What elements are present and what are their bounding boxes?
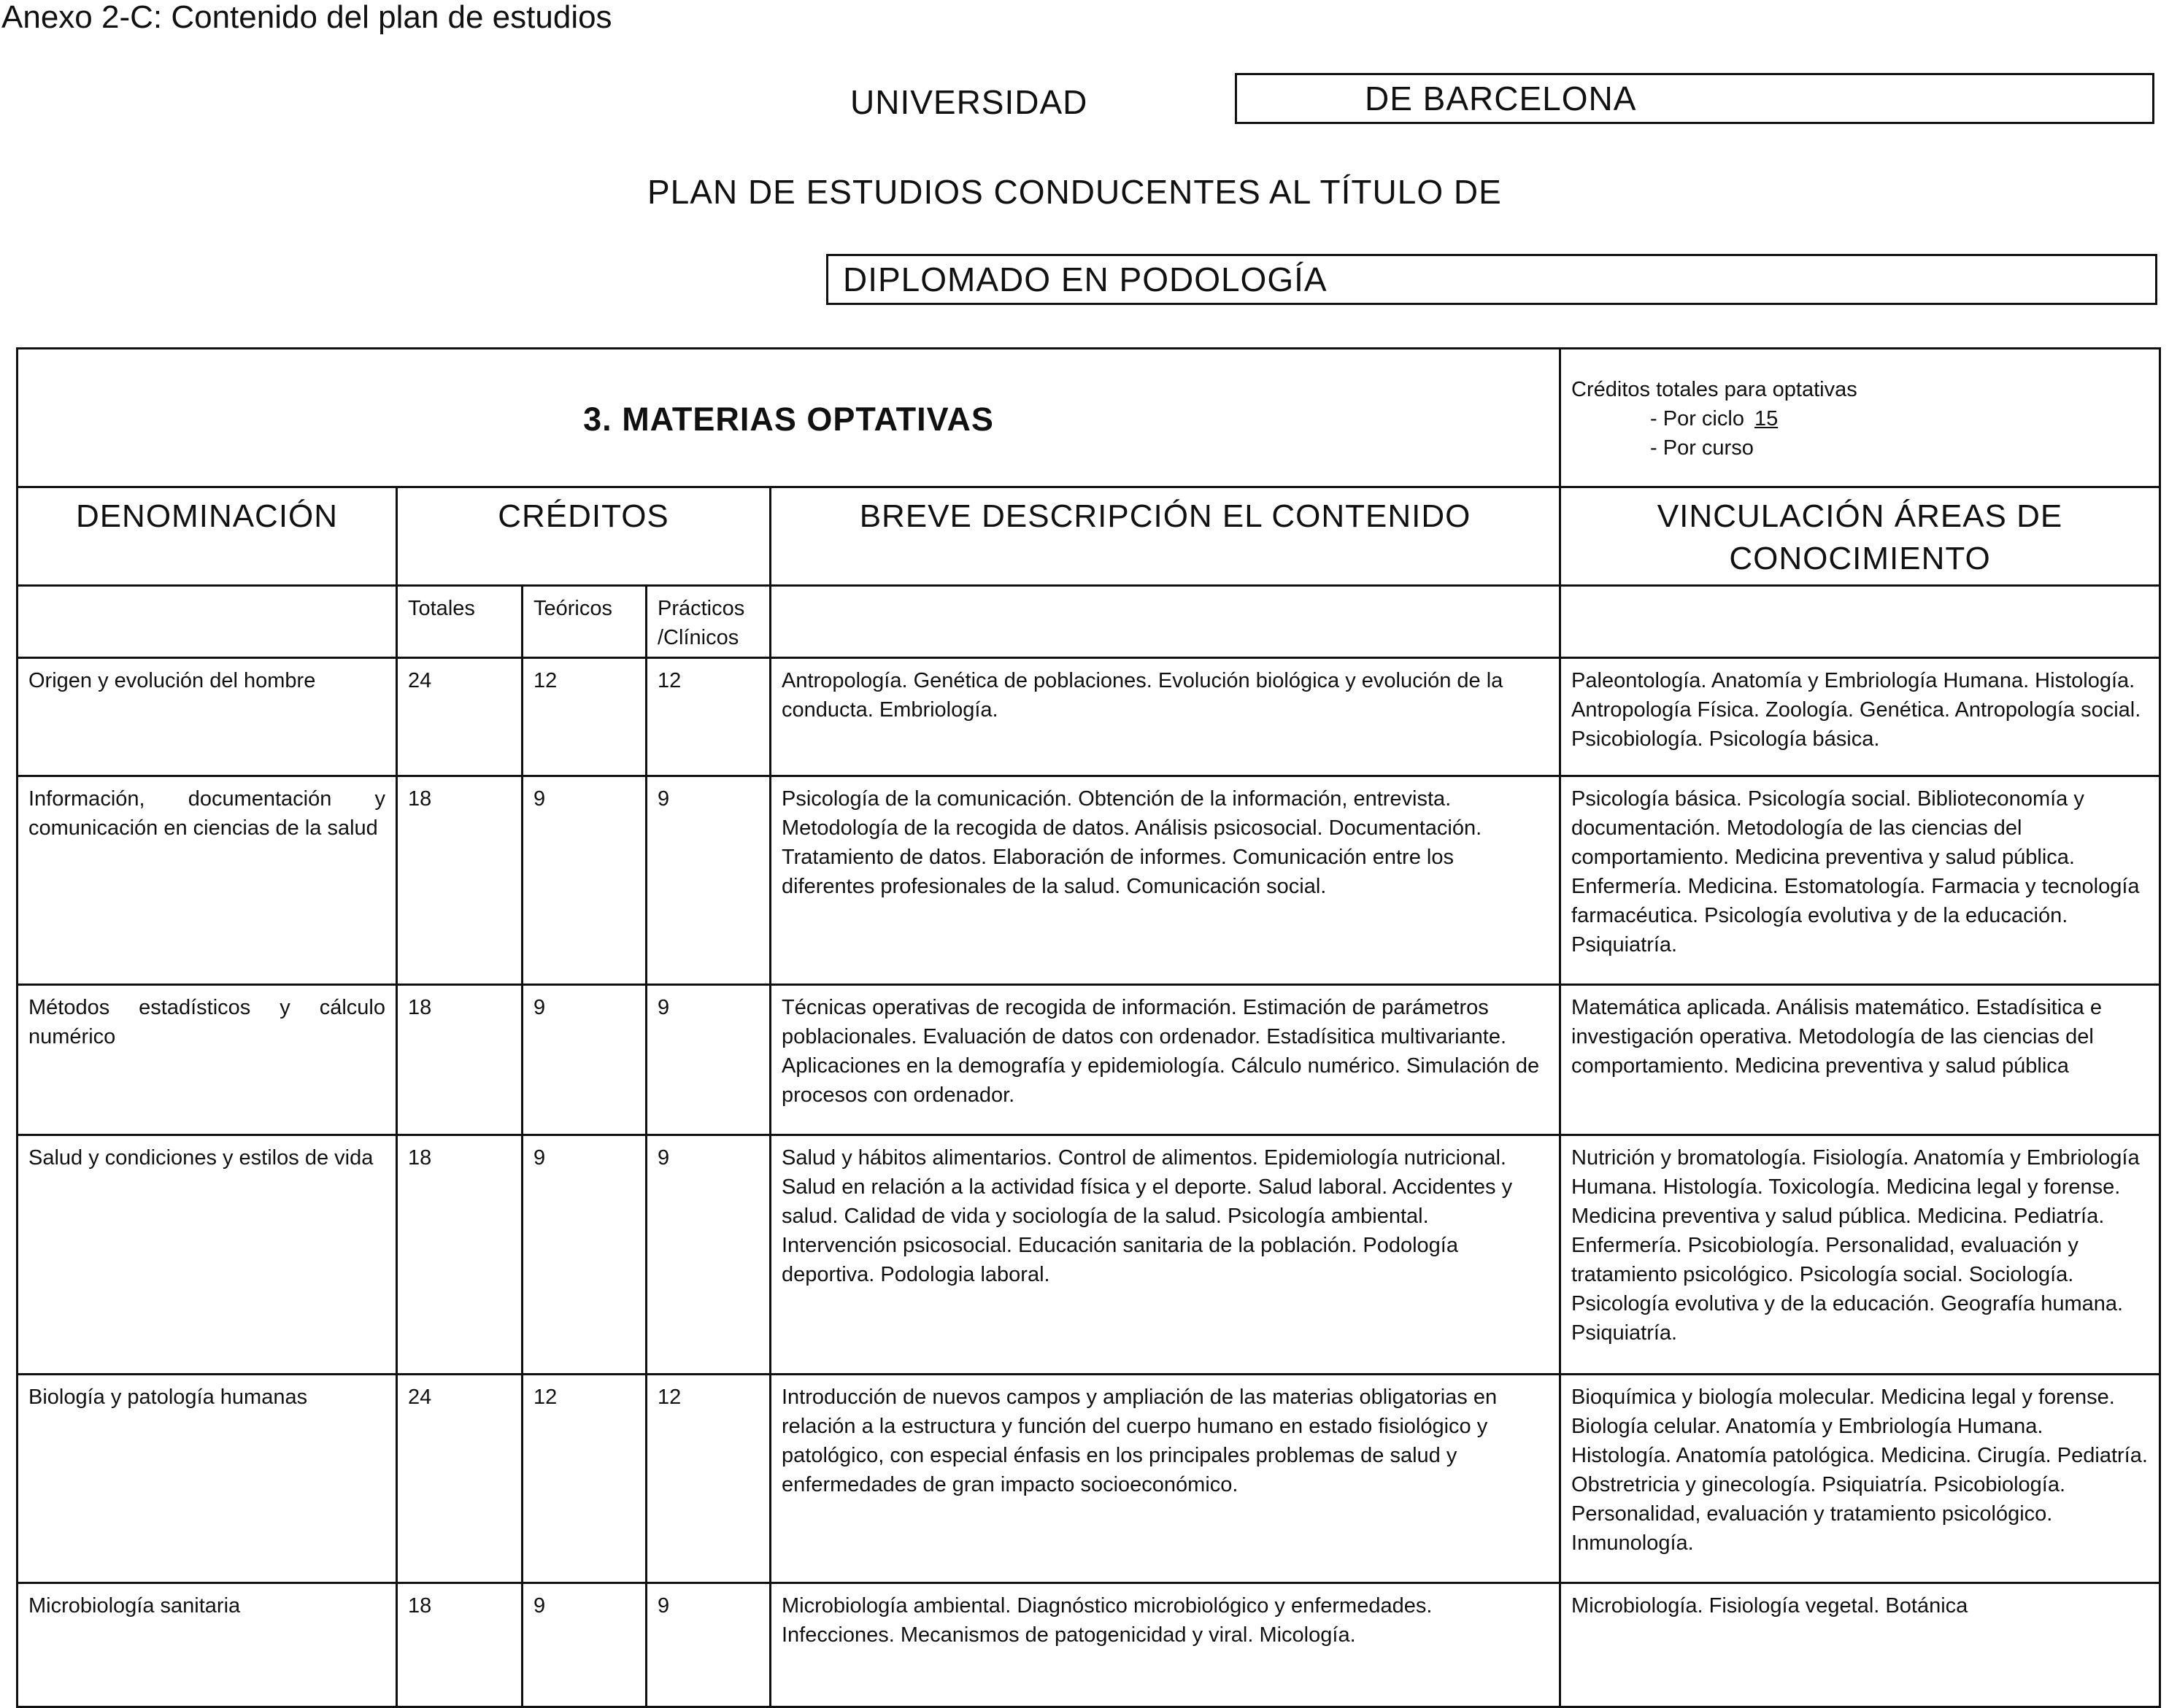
sub-header-row (18, 586, 2160, 658)
credits-totals: 24 (397, 658, 523, 776)
credits-practical: 9 (647, 985, 771, 1135)
optional-subjects-table (16, 347, 2161, 1708)
col-head-name: DENOMINACIÓN (18, 487, 397, 586)
sub-head-empty-name (18, 586, 397, 658)
table-row (18, 1375, 2160, 1583)
subject-name: Origen y evolución del hombre (18, 658, 397, 776)
sub-head-empty-description (771, 586, 1560, 658)
subject-name: Microbiología sanitaria (18, 1583, 397, 1707)
per-course-label: - Por curso (1650, 436, 1754, 460)
credits-theoretical: 12 (523, 658, 647, 776)
plan-title: PLAN DE ESTUDIOS CONDUCENTES AL TÍTULO DE (647, 173, 1502, 211)
col-head-credits: CRÉDITOS (397, 487, 771, 586)
knowledge-areas: Matemática aplicada. Análisis matemático. Estadísitica e investigación operativa. Metodología de las ciencias del comportamiento. Medicina preventiva y salud pública (1560, 985, 2160, 1135)
subject-description: Técnicas operativas de recogida de información. Estimación de parámetros poblacionales. Evaluación de datos con ordenador. Estadísitica multivariante. Aplicaciones en la demografía y epidemiología. Cálculo numérico. Simulación de procesos con ordenador. (771, 985, 1560, 1135)
sub-head-totals: Totales (397, 586, 523, 658)
credits-totals: 18 (397, 1135, 523, 1375)
table-row (18, 1583, 2160, 1707)
credits-theoretical: 9 (523, 985, 647, 1135)
sub-head-theoretical: Teóricos (523, 586, 647, 658)
sub-head-practical: Prácticos /Clínicos (647, 586, 771, 658)
university-box (1235, 73, 2154, 124)
per-cycle-line (1571, 404, 2149, 433)
table-row (18, 776, 2160, 985)
credits-practical: 9 (647, 1135, 771, 1375)
credits-totals: 18 (397, 776, 523, 985)
section-header-row (18, 349, 2160, 487)
table-row (18, 1135, 2160, 1375)
subject-name: Salud y condiciones y estilos de vida (18, 1135, 397, 1375)
knowledge-areas: Nutrición y bromatología. Fisiología. Anatomía y Embriología Humana. Histología. Toxicología. Medicina legal y forense. Medicina preventiva y salud pública. Medicina. Pediatría. Enfermería. Psicobiología. Personalidad, evaluación y tratamiento psicológico. Psicología social. Sociología. Psicología evolutiva y de la educación. Geografía humana. Psiquiatría. (1560, 1135, 2160, 1375)
subject-description: Salud y hábitos alimentarios. Control de alimentos. Epidemiología nutricional. Salud en relación a la actividad física y el deporte. Salud laboral. Accidentes y salud. Calidad de vida y sociología de la salud. Psicología ambiental. Intervención psicosocial. Educación sanitaria de la población. Podología deportiva. Podologia laboral. (771, 1135, 1560, 1375)
column-header-row (18, 487, 2160, 586)
subject-description: Psicología de la comunicación. Obtención de la información, entrevista. Metodología de la recogida de datos. Análisis psicosocial. Documentación. Tratamiento de datos. Elaboración de informes. Comunicación entre los diferentes profesionales de la salud. Comunicación social. (771, 776, 1560, 985)
table-row (18, 658, 2160, 776)
credits-totals: 18 (397, 1583, 523, 1707)
subject-description: Introducción de nuevos campos y ampliación de las materias obligatorias en relación a la estructura y función del cuerpo humano en estado fisiológico y patológico, con especial énfasis en los principales problemas de salud y enfermedades de gran impacto socioeconómico. (771, 1375, 1560, 1583)
subject-description: Microbiología ambiental. Diagnóstico microbiológico y enfermedades. Infecciones. Mecanismos de patogenicidad y viral. Micología. (771, 1583, 1560, 1707)
credits-totals: 18 (397, 985, 523, 1135)
subject-description: Antropología. Genética de poblaciones. Evolución biológica y evolución de la conducta. Embriología. (771, 658, 1560, 776)
credits-practical: 9 (647, 1583, 771, 1707)
degree-box (826, 254, 2157, 305)
credits-practical: 12 (647, 658, 771, 776)
annex-title: Anexo 2-C: Contenido del plan de estudios (1, 0, 612, 35)
credits-practical: 12 (647, 1375, 771, 1583)
knowledge-areas: Bioquímica y biología molecular. Medicina legal y forense. Biología celular. Anatomía y Embriología Humana. Histología. Anatomía patológica. Medicina. Cirugía. Pediatría. Obstretricia y ginecología. Psiquiatría. Psicobiología. Personalidad, evaluación y tratamiento psicológico. Inmunología. (1560, 1375, 2160, 1583)
optional-credits-info (1560, 349, 2160, 487)
credits-theoretical: 9 (523, 1135, 647, 1375)
col-head-description: BREVE DESCRIPCIÓN EL CONTENIDO (771, 487, 1560, 586)
knowledge-areas: Psicología básica. Psicología social. Biblioteconomía y documentación. Metodología de las ciencias del comportamiento. Medicina preventiva y salud pública. Enfermería. Medicina. Estomatología. Farmacia y tecnología farmacéutica. Psicología evolutiva y de la educación. Psiquiatría. (1560, 776, 2160, 985)
col-head-areas: VINCULACIÓN ÁREAS DE CONOCIMIENTO (1560, 487, 2160, 586)
table-row (18, 985, 2160, 1135)
section-title: 3. MATERIAS OPTATIVAS (18, 349, 1560, 487)
degree-name: DIPLOMADO EN PODOLOGÍA (843, 260, 1328, 298)
credits-theoretical: 9 (523, 1583, 647, 1707)
credits-theoretical: 12 (523, 1375, 647, 1583)
subject-name: Biología y patología humanas (18, 1375, 397, 1583)
credits-theoretical: 9 (523, 776, 647, 985)
credits-totals: 24 (397, 1375, 523, 1583)
university-name: DE BARCELONA (1365, 80, 1637, 117)
per-cycle-value: 15 (1754, 406, 1779, 430)
credits-practical: 9 (647, 776, 771, 985)
per-cycle-label: - Por ciclo (1650, 406, 1744, 430)
subject-name: Información, documentación y comunicación en ciencias de la salud (18, 776, 397, 985)
sub-head-empty-areas (1560, 586, 2160, 658)
subject-name: Métodos estadísticos y cálculo numérico (18, 985, 397, 1135)
optional-credits-heading: Créditos totales para optativas (1571, 377, 1857, 401)
knowledge-areas: Paleontología. Anatomía y Embriología Humana. Histología. Antropología Física. Zoología. Genética. Antropología social. Psicobiología. Psicología básica. (1560, 658, 2160, 776)
university-label: UNIVERSIDAD (850, 83, 1088, 121)
knowledge-areas: Microbiología. Fisiología vegetal. Botánica (1560, 1583, 2160, 1707)
